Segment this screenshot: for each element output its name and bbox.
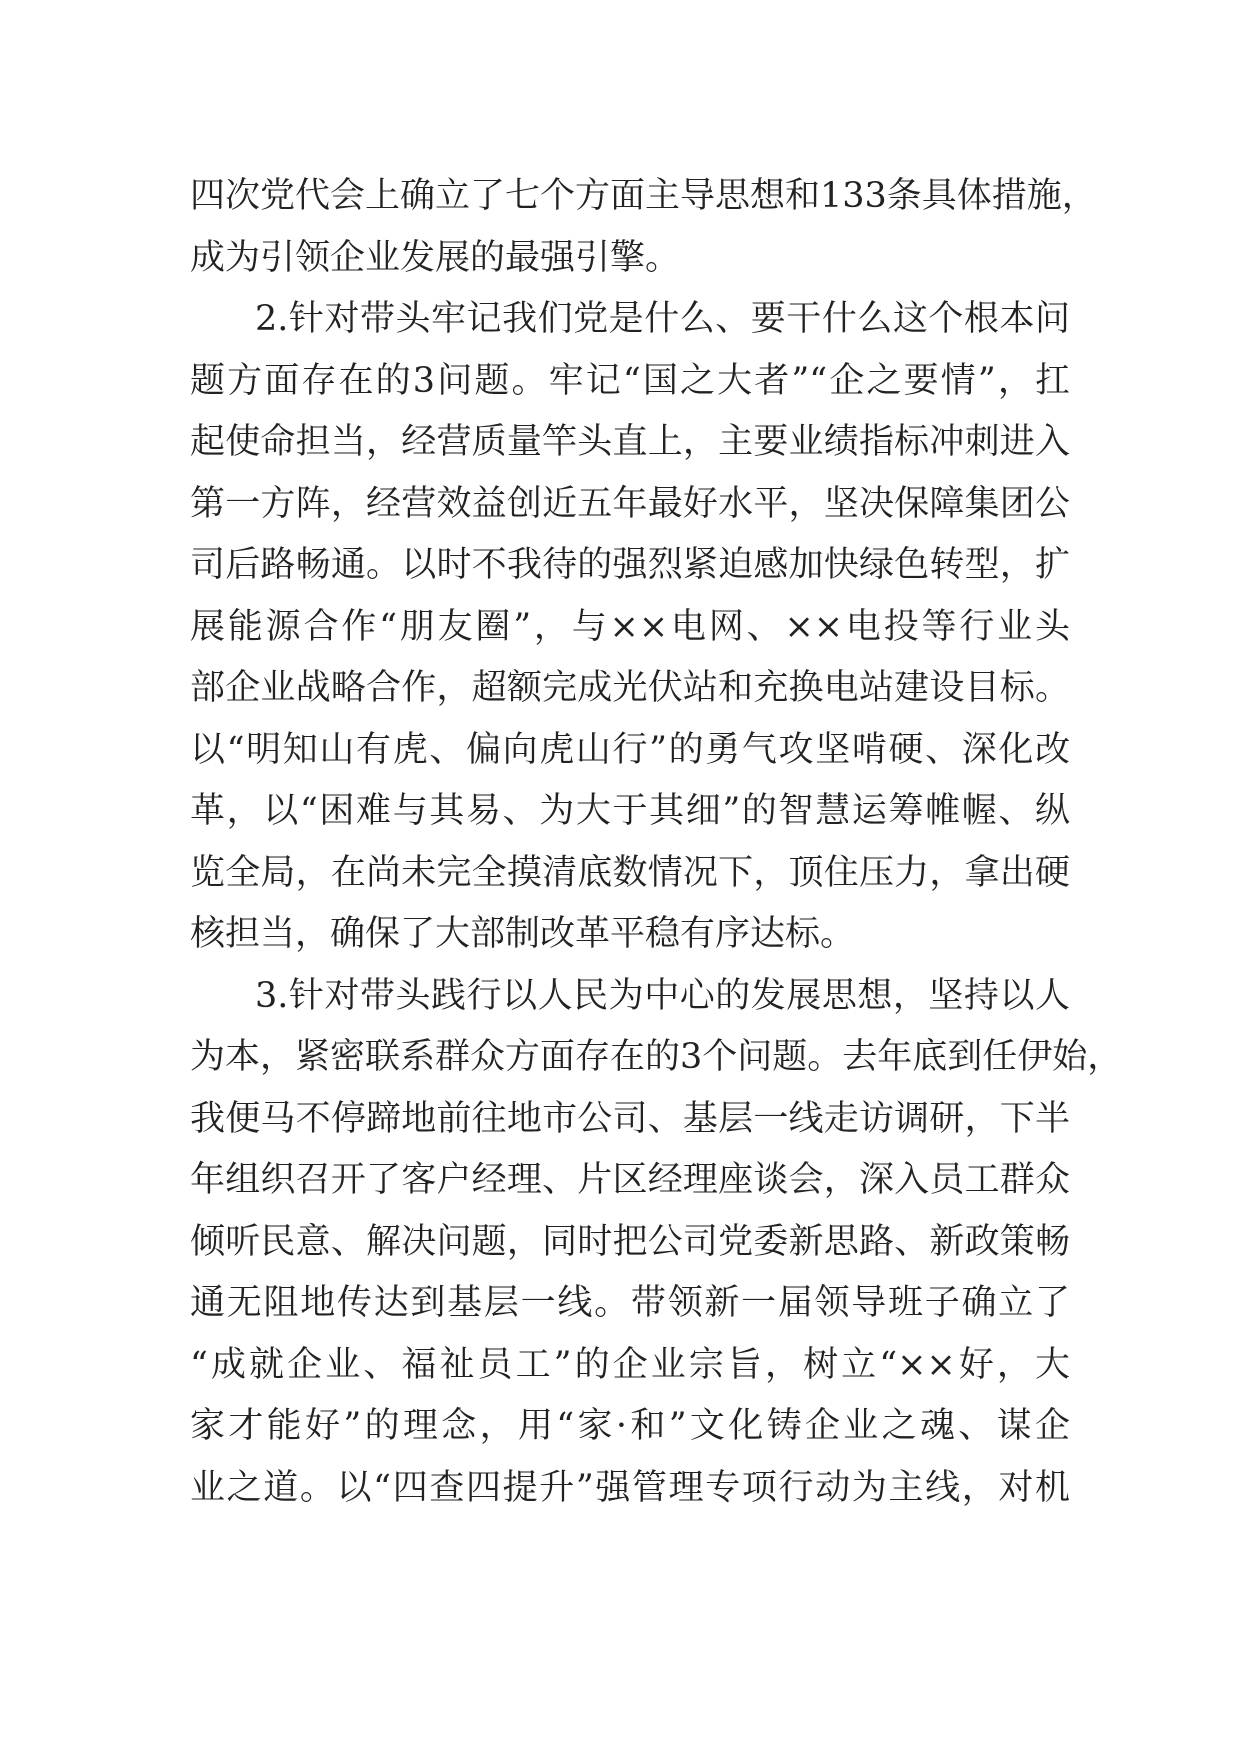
text-line: 题方面存在的3问题。牢记“国之大者”“企之要情”，扛 <box>190 360 1070 401</box>
document-body <box>190 166 1123 1519</box>
text-line: 展能源合作“朋友圈”，与××电网、××电投等行业头 <box>190 606 1070 647</box>
text-line: 家才能好”的理念，用“家·和”文化铸企业之魂、谋企 <box>190 1406 1070 1446</box>
text-line: 年组织召开了客户经理、片区经理座谈会，深入员工群众 <box>190 1160 1070 1200</box>
text-line: 起使命担当，经营质量竿头直上，主要业绩指标冲刺进入 <box>190 422 1070 462</box>
text-line: 部企业战略合作，超额完成光伏站和充换电站建设目标。 <box>190 668 1070 708</box>
text-line: 倾听民意、解决问题，同时把公司党委新思路、新政策畅 <box>190 1221 1070 1262</box>
text-line: 革，以“困难与其易、为大于其细”的智慧运筹帷幄、纵 <box>190 791 1070 831</box>
paragraph-3 <box>190 966 1123 1520</box>
text-line: 览全局，在尚未完全摸清底数情况下，顶住压力，拿出硬 <box>190 852 1070 893</box>
text-line: 四次党代会上确立了七个方面主导思想和133条具体措施， <box>190 176 1097 216</box>
text-line: 第一方阵，经营效益创近五年最好水平，坚决保障集团公 <box>190 483 1070 524</box>
text-line: 通无阻地传达到基层一线。带领新一届领导班子确立了 <box>190 1283 1070 1323</box>
text-line: 业之道。以“四查四提升”强管理专项行动为主线，对机 <box>190 1467 1070 1508</box>
paragraph-1 <box>190 166 1097 289</box>
text-line: 司后路畅通。以时不我待的强烈紧迫感加快绿色转型，扩 <box>190 545 1070 585</box>
text-line: 2.针对带头牢记我们党是什么、要干什么这个根本问 <box>255 299 1070 339</box>
text-line: 3.针对带头践行以人民为中心的发展思想，坚持以人 <box>255 975 1070 1016</box>
paragraph-2 <box>190 289 1070 966</box>
text-line: 以“明知山有虎、偏向虎山行”的勇气攻坚啃硬、深化改 <box>190 729 1070 770</box>
text-line: “成就企业、福祉员工”的企业宗旨，树立“××好，大 <box>190 1344 1070 1385</box>
text-line: 成为引领企业发展的最强引擎。 <box>190 237 681 278</box>
text-line: 核担当，确保了大部制改革平稳有序达标。 <box>190 914 856 954</box>
text-line: 我便马不停蹄地前往地市公司、基层一线走访调研，下半 <box>190 1098 1070 1139</box>
text-line: 为本，紧密联系群众方面存在的3个问题。去年底到任伊始， <box>190 1037 1123 1077</box>
